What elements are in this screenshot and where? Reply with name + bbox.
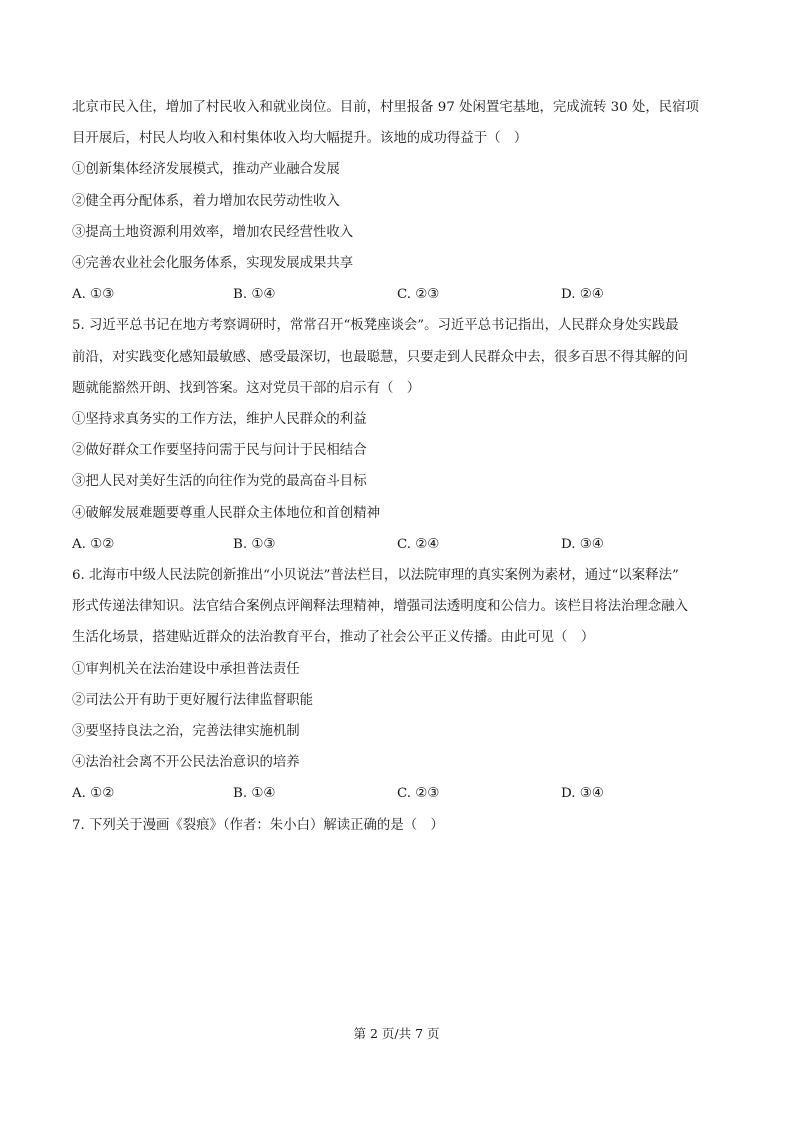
question-4-options xyxy=(72,279,734,310)
question-5-option-c: C. ②④ xyxy=(397,536,440,552)
question-5-text-line-1: 5. 习近平总书记在地方考察调研时，常常召开“板凳座谈会”。习近平总书记指出，人民群众身处实践最 xyxy=(72,318,679,334)
question-4-statement-2: ②健全再分配体系，着力增加农民劳动性收入 xyxy=(72,193,340,209)
question-4-text-line-1: 北京市民入住，增加了村民收入和就业岗位。目前，村里报备 97 处闲置宅基地，完成流转 30 处，民宿项 xyxy=(72,100,699,115)
question-6-text-line-3: 生活化场景，搭建贴近群众的法治教育平台，推动了社会公平正义传播。由此可见（ ） xyxy=(72,630,595,646)
question-4-statement-3: ③提高土地资源利用效率，增加农民经营性收入 xyxy=(72,224,354,240)
question-4-option-c: C. ②③ xyxy=(397,287,440,303)
question-4-statement-4: ④完善农业社会化服务体系，实现发展成果共享 xyxy=(72,256,354,272)
question-5-options xyxy=(72,529,734,560)
question-7-text-line-1: 7. 下列关于漫画《裂痕》（作者：朱小白）解读正确的是（ ） xyxy=(72,817,444,833)
page-footer: 第 2 页/共 7 页 xyxy=(353,1026,440,1041)
question-5-option-d: D. ③④ xyxy=(561,536,604,552)
question-5-statement-1: ①坚持求真务实的工作方法，维护人民群众的利益 xyxy=(72,412,367,428)
question-6-text-line-2: 形式传递法律知识。法官结合案例点评阐释法理精神，增强司法透明度和公信力。该栏目将法治理念融入 xyxy=(72,599,688,615)
question-5-text-line-2: 前沿，对实践变化感知最敏感、感受最深切，也最聪慧，只要走到人民群众中去，很多百思不得其解的问 xyxy=(72,349,688,365)
question-4-option-d: D. ②④ xyxy=(561,287,604,303)
question-6-statement-4: ④法治社会离不开公民法治意识的培养 xyxy=(72,755,300,771)
question-4-statement-1: ①创新集体经济发展模式，推动产业融合发展 xyxy=(72,162,340,178)
question-5-statement-3: ③把人民对美好生活的向往作为党的最高奋斗目标 xyxy=(72,474,367,490)
question-4-option-a: A. ①③ xyxy=(72,287,115,303)
page-content xyxy=(72,92,734,841)
question-6-statement-1: ①审判机关在法治建设中承担普法责任 xyxy=(72,661,300,677)
question-6-statement-3: ③要坚持良法之治，完善法律实施机制 xyxy=(72,724,300,740)
question-6-text-line-1: 6. 北海市中级人民法院创新推出“小贝说法”普法栏目，以法院审理的真实案例为素材，通过“以案释法” xyxy=(72,568,679,584)
question-6-options xyxy=(72,778,734,809)
question-5-option-a: A. ①② xyxy=(72,536,115,552)
question-4-text-line-2: 目开展后，村民人均收入和村集体收入均大幅提升。该地的成功得益于（ ） xyxy=(72,131,528,147)
question-5-statement-2: ②做好群众工作要坚持问需于民与问计于民相结合 xyxy=(72,443,367,459)
question-6-option-d: D. ③④ xyxy=(561,786,604,802)
question-6-statement-2: ②司法公开有助于更好履行法律监督职能 xyxy=(72,692,314,708)
question-6-option-a: A. ①② xyxy=(72,786,115,802)
question-4-option-b: B. ①④ xyxy=(233,287,276,303)
question-6-option-c: C. ②③ xyxy=(397,786,440,802)
question-5-text-line-3: 题就能豁然开朗、找到答案。这对党员干部的启示有（ ） xyxy=(72,380,421,396)
question-5-statement-4: ④破解发展难题要尊重人民群众主体地位和首创精神 xyxy=(72,505,380,521)
question-6-option-b: B. ①④ xyxy=(233,786,276,802)
question-5-option-b: B. ①③ xyxy=(233,536,276,552)
